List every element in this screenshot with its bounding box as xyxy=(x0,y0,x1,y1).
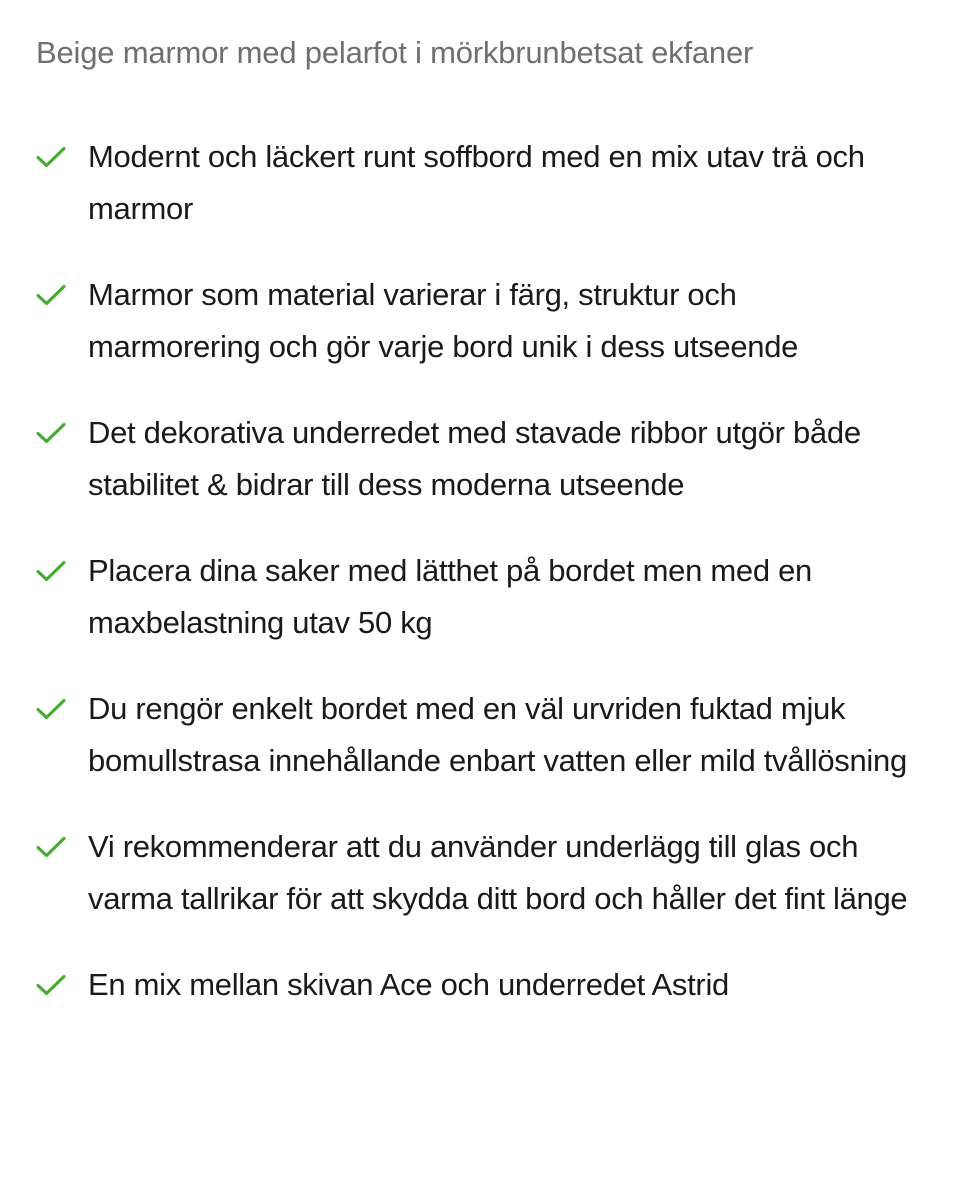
feature-text: En mix mellan skivan Ace och underredet Astrid xyxy=(88,967,729,1002)
feature-item xyxy=(36,683,924,787)
check-icon xyxy=(36,407,88,459)
feature-text: Vi rekommenderar att du använder underlägg till glas och varma tallrikar för att skydda ditt bord och håller det fint länge xyxy=(88,829,908,916)
feature-item xyxy=(36,545,924,649)
product-subtitle: Beige marmor med pelarfot i mörkbrunbetsat ekfaner xyxy=(36,35,754,70)
feature-item xyxy=(36,407,924,511)
feature-item xyxy=(36,821,924,925)
feature-item xyxy=(36,269,924,373)
feature-text: Placera dina saker med lätthet på bordet men med en maxbelastning utav 50 kg xyxy=(88,553,812,640)
check-icon xyxy=(36,821,88,873)
feature-text: Marmor som material varierar i färg, struktur och marmorering och gör varje bord unik i dess utseende xyxy=(88,277,799,364)
feature-item xyxy=(36,131,924,235)
check-icon xyxy=(36,131,88,183)
feature-text: Modernt och läckert runt soffbord med en mix utav trä och marmor xyxy=(88,139,865,226)
check-icon xyxy=(36,545,88,597)
feature-list xyxy=(36,131,924,1011)
check-icon xyxy=(36,683,88,735)
feature-item xyxy=(36,959,924,1011)
feature-text: Du rengör enkelt bordet med en väl urvriden fuktad mjuk bomullstrasa innehållande enbart vatten eller mild tvållösning xyxy=(88,691,907,778)
check-icon xyxy=(36,269,88,321)
check-icon xyxy=(36,959,88,1011)
feature-text: Det dekorativa underredet med stavade ribbor utgör både stabilitet & bidrar till dess moderna utseende xyxy=(88,415,861,502)
